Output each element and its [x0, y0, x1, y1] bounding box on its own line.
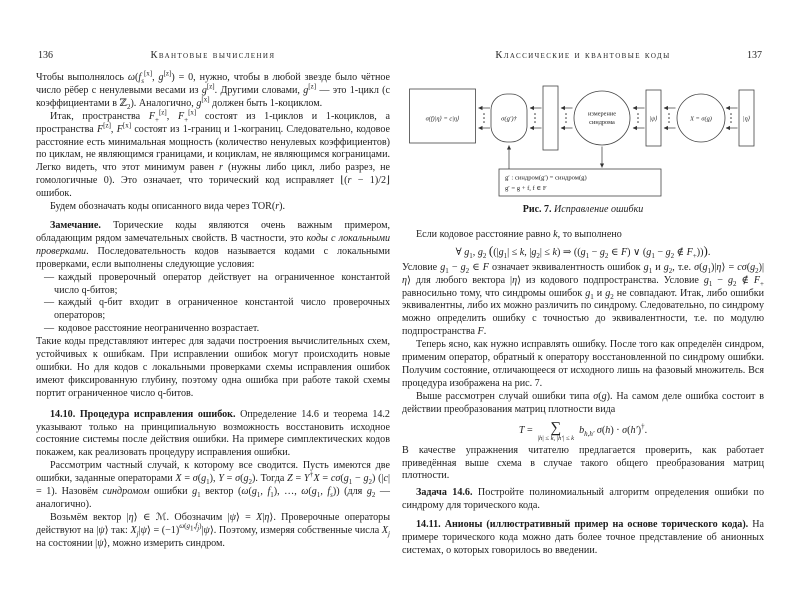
syndrome-measurement-ellipse [574, 91, 630, 145]
sigma-symbol: ∑ [550, 419, 562, 436]
formula-rhs: $b_{h,h'}$ σ(h) · σ(h′)†. [579, 422, 648, 438]
paragraph: Теперь ясно, как нужно исправлять ошибку. После того как определён синдром, применим оператор, обратный к оператору восстановленной по синдрому ошибки. Получим состояние, отличающееся от исходного лишь на фазовый множитель. Вся процедура изображена на рис. 7. [402, 339, 764, 389]
sum-limits: |h| ≤ k, |h′| ≤ k [537, 434, 575, 442]
left-page-header [36, 50, 390, 63]
paragraph: Возьмём вектор |η⟩ ∈ ℳ. Обозначим |ψ⟩ = X|η⟩. Проверочные операторы действуют на |ψ⟩ так: $X_j|\psi⟩$ = $(-1)^{\omega(g_1,f_j)}|\psi⟩$. Поэтому, измеряя собственные числа $X_j$ на состоянии |ψ⟩, можно измерить синдром. [36, 511, 390, 549]
density-matrix-formula [402, 421, 764, 442]
condition-line1: g′ : синдром(g′) = синдром(g) [505, 174, 587, 182]
remark-paragraph: Замечание. Торические коды являются очень важным примером, обладающим рядом замечательных свойств. В частности, это коды с локальными проверками. Последовательность кодов называется кодами с локальными проверками, если выполнены следующие условия: [36, 219, 391, 270]
right-page-number: 137 [747, 50, 762, 61]
list-item: — каждый q-бит входит в ограниченное константой число проверочных операторов; [44, 297, 390, 322]
left-page [36, 50, 390, 551]
figure-7 [402, 81, 764, 217]
final-state-label: σ(f)|η⟩ = c|η⟩ [425, 115, 460, 123]
measurement-label-line2: синдрома [589, 119, 615, 126]
section-14-10-paragraph: 14.10. Процедура исправления ошибок. Определение 14.6 и теорема 14.2 указывают только на принципиальную возможность восстановить исходное состояние системы после действия ошибки. На примере симплектических кодов покажем, как реализовать процедуру исправления ошибки. [36, 408, 390, 459]
paragraph: Условие $g_1 - g_2$ ∈ F означает эквивалентность ошибок $g_1$ и $g_2$, т.е. $\sigma(g_1)|\eta⟩$ = $c\sigma(g_2)|\eta⟩$ для любого вектора |η⟩ из кодового подпространства. Условие $g_1 - g_2$ ∉ $F_+$ равносильно тому, что синдромы ошибок $g_1$ и $g_2$ не совпадают. Итак, либо ошибки эквивалентны, либо их можно различить по синдрому. Следовательно, по синдрому можно определить ошибку с точностью до эквивалентности, т.е. по модулю подпространства F. [402, 261, 765, 338]
condition-line2: g′ = g + f, f ∈ F [505, 185, 547, 192]
list-item: — кодовое расстояние неограниченно возрастает. [44, 323, 260, 335]
list-item: — каждый проверочный оператор действует на ограниченное константой число q-битов; [44, 271, 390, 296]
section-14-11-paragraph: 14.11. Анионы (иллюстративный пример на основе торического кода). На примере торического кода можно дать более точное представление об анионных системах, о которых говорилось во введении. [402, 519, 764, 556]
left-page-number: 136 [38, 50, 53, 61]
corrector-label: σ(g′)† [501, 115, 517, 123]
error-operator-label: X = σ(g) [690, 115, 712, 123]
right-page-header [402, 50, 764, 63]
paragraph: Итак, пространства $F_+[z]$, $F_+[x]$ состоят из 1-циклов и 1-коциклов, а пространства F[z], F[x] состоят из 1-границ и 1-кограниц. Следовательно, кодовое расстояние есть минимальная мощность (количество ненулевых коэффициентов) по циклам, не являющимся границами, и коциклам, не являющимся кограницами. Легко видеть, что этот минимум равен r (нужны либо цикл, либо разрез, не гомологичные 0). Это означает, что торический код исправляет ⌊(r − 1)/2⌋ ошибок. [36, 108, 391, 200]
paragraph: Будем обозначать коды описанного вида через TOR(r). [50, 201, 286, 213]
ancilla-bar [543, 86, 558, 150]
paragraph: Чтобы выполнялось $\omega(f_s[x]$, g[z]) = 0, нужно, чтобы в любой звезде было чётное число рёбер с ненулевыми весами из g[z]. Другими словами, g[z] — это 1-цикл (с коэффициентами в ℤ$_2$). Аналогично, g[x] должен быть 1-коциклом. [36, 69, 390, 111]
forall-formula: ∀ $g_1$, $g_2$ (($|g_1| \le k$, $|g_2| \le k$) ⇒ (($g_1 - g_2$ ∈ F) ∨ ($g_1 - g_2$ ∉ $F_+$))). [455, 242, 711, 260]
eta-label: |η⟩ [742, 115, 751, 123]
right-page [402, 50, 764, 558]
figure-caption [402, 204, 764, 217]
paragraph: В качестве упражнения читателю предлагается проверить, как работает приведённая выше схема в случае такого общего преобразования матриц плотности. [402, 444, 764, 482]
sum-symbol-block [538, 421, 574, 442]
figure-caption-text: Исправление ошибки [554, 204, 644, 215]
paragraph: Рассмотрим частный случай, к которому все сводится. Пусть имеются две ошибки, заданные операторами $X = \sigma(g_1)$, $Y = \sigma(g_2)$. Тогда $Z = Y^\dagger X = c\sigma(g_1 - g_2) (|c| = 1)$. Назовём синдромом ошибки $g_1$ вектор ($\omega(g_1$, $f_1$), …, $\omega(g_1$, $f_s$)) (для $g_2$ — аналогично). [36, 460, 390, 510]
right-running-title: Классические и квантовые коды [495, 50, 671, 61]
paragraph: Если кодовое расстояние равно k, то выполнено [416, 228, 622, 240]
left-running-title: Квантовые вычисления [150, 50, 276, 61]
problem-14-6-paragraph: Задача 14.6. Постройте полиномиальный алгоритм определения ошибки по синдрому для торического кода. [402, 487, 764, 512]
psi-label: |ψ⟩ [649, 115, 658, 123]
formula-lhs: T = [518, 424, 533, 436]
error-correction-diagram [409, 81, 757, 199]
paragraph: Выше рассмотрен случай ошибки типа σ(g). На самом деле ошибка состоит в действии преобразования матриц плотности вида [402, 390, 765, 415]
paragraph: Такие коды представляют интерес для задачи построения вычислительных схем, устойчивых к ошибкам. При исправлении ошибок могут происходить новые ошибки. Но для кодов с локальными проверками схемы исправления ошибок имеют фиксированную глубину, поэтому одна ошибка при работе такой схемы портит ограниченное число q-битов. [36, 336, 390, 399]
measurement-label-line1: измерение [587, 110, 617, 118]
figure-caption-label: Рис. 7. [522, 204, 552, 215]
